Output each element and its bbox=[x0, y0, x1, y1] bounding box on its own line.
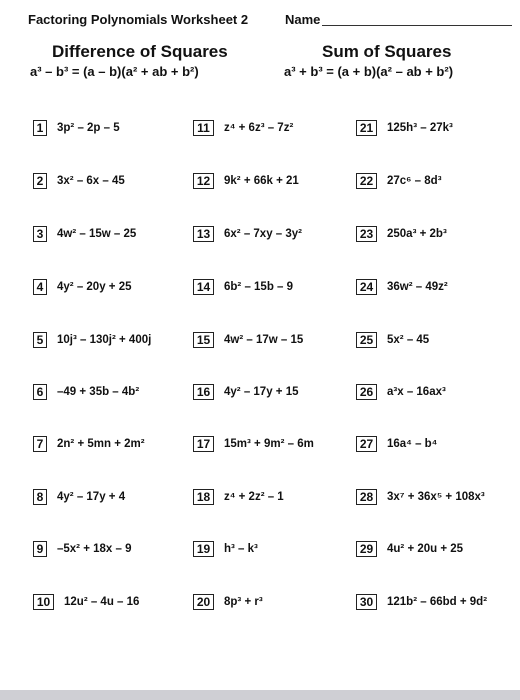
problem-expression: h³ – k³ bbox=[224, 543, 258, 555]
problem-expression: 27c⁶ – 8d³ bbox=[387, 175, 442, 187]
problem-expression: 4w² – 17w – 15 bbox=[224, 334, 304, 346]
name-blank-line bbox=[322, 25, 512, 26]
bottom-edge-strip bbox=[0, 690, 520, 700]
problem-4 bbox=[33, 279, 132, 295]
problem-number: 23 bbox=[356, 226, 377, 242]
problem-number: 26 bbox=[356, 384, 377, 400]
problem-expression: 3x⁷ + 36x⁵ + 108x³ bbox=[387, 491, 485, 503]
problem-expression: 12u² – 4u – 16 bbox=[64, 596, 140, 608]
problem-number: 15 bbox=[193, 332, 214, 348]
problem-20 bbox=[193, 594, 263, 610]
problem-19 bbox=[193, 541, 258, 557]
problem-29 bbox=[356, 541, 463, 557]
problem-expression: –49 + 35b – 4b² bbox=[57, 386, 140, 398]
problem-expression: 6b² – 15b – 9 bbox=[224, 281, 294, 293]
name-label: Name bbox=[285, 12, 321, 27]
problem-22 bbox=[356, 173, 442, 189]
problem-number: 10 bbox=[33, 594, 54, 610]
problem-18 bbox=[193, 489, 284, 505]
problem-15 bbox=[193, 332, 303, 348]
problem-expression: 4y² – 20y + 25 bbox=[57, 281, 132, 293]
problem-number: 27 bbox=[356, 436, 377, 452]
problem-expression: 250a³ + 2b³ bbox=[387, 228, 447, 240]
problem-number: 9 bbox=[33, 541, 47, 557]
problem-expression: z⁴ + 6z³ – 7z² bbox=[224, 122, 294, 134]
problem-number: 30 bbox=[356, 594, 377, 610]
problem-5 bbox=[33, 332, 151, 348]
problem-27 bbox=[356, 436, 437, 452]
problem-number: 14 bbox=[193, 279, 214, 295]
problem-30 bbox=[356, 594, 487, 610]
problem-expression: 8p³ + r³ bbox=[224, 596, 263, 608]
problem-number: 18 bbox=[193, 489, 214, 505]
sum-formula: a³ + b³ = (a + b)(a² – ab + b²) bbox=[284, 64, 454, 79]
problem-number: 12 bbox=[193, 173, 214, 189]
problem-number: 1 bbox=[33, 120, 47, 136]
problem-11 bbox=[193, 120, 293, 136]
problem-26 bbox=[356, 384, 446, 400]
problem-expression: –5x² + 18x – 9 bbox=[57, 543, 132, 555]
problem-number: 17 bbox=[193, 436, 214, 452]
problem-3 bbox=[33, 226, 136, 242]
problem-16 bbox=[193, 384, 299, 400]
worksheet-title: Factoring Polynomials Worksheet 2 bbox=[28, 12, 249, 27]
problem-expression: 125h³ – 27k³ bbox=[387, 122, 453, 134]
sum-of-squares-title: Sum of Squares bbox=[322, 42, 452, 61]
problem-expression: 4u² + 20u + 25 bbox=[387, 543, 464, 555]
problem-24 bbox=[356, 279, 448, 295]
problem-number: 11 bbox=[193, 120, 214, 136]
problem-expression: 5x² – 45 bbox=[387, 334, 430, 346]
problem-expression: 9k² + 66k + 21 bbox=[224, 175, 299, 187]
problem-12 bbox=[193, 173, 299, 189]
problem-17 bbox=[193, 436, 314, 452]
difference-formula: a³ – b³ = (a – b)(a² + ab + b²) bbox=[30, 64, 199, 79]
problem-number: 28 bbox=[356, 489, 377, 505]
problem-9 bbox=[33, 541, 132, 557]
problem-expression: a³x – 16ax³ bbox=[387, 386, 446, 398]
problem-expression: 15m³ + 9m² – 6m bbox=[224, 438, 314, 450]
problem-number: 4 bbox=[33, 279, 47, 295]
problem-number: 20 bbox=[193, 594, 214, 610]
problem-6 bbox=[33, 384, 139, 400]
problem-expression: 3p² – 2p – 5 bbox=[57, 122, 120, 134]
problem-1 bbox=[33, 120, 120, 136]
problem-2 bbox=[33, 173, 125, 189]
problem-expression: 16a⁴ – b⁴ bbox=[387, 438, 438, 450]
problem-expression: 4w² – 15w – 25 bbox=[57, 228, 137, 240]
problem-number: 2 bbox=[33, 173, 47, 189]
problem-expression: 121b² – 66bd + 9d² bbox=[387, 596, 488, 608]
problem-14 bbox=[193, 279, 293, 295]
problem-10 bbox=[33, 594, 139, 610]
problem-7 bbox=[33, 436, 145, 452]
problem-expression: 10j³ – 130j² + 400j bbox=[57, 334, 152, 346]
problem-number: 29 bbox=[356, 541, 377, 557]
difference-of-squares-title: Difference of Squares bbox=[52, 42, 228, 61]
problem-8 bbox=[33, 489, 125, 505]
problem-expression: 2n² + 5mn + 2m² bbox=[57, 438, 145, 450]
problem-expression: z⁴ + 2z² – 1 bbox=[224, 491, 284, 503]
problem-number: 24 bbox=[356, 279, 377, 295]
problem-number: 22 bbox=[356, 173, 377, 189]
problem-number: 25 bbox=[356, 332, 377, 348]
problem-28 bbox=[356, 489, 485, 505]
problem-number: 7 bbox=[33, 436, 47, 452]
problem-number: 6 bbox=[33, 384, 47, 400]
problem-expression: 4y² – 17y + 15 bbox=[224, 386, 299, 398]
problem-expression: 4y² – 17y + 4 bbox=[57, 491, 126, 503]
problem-expression: 6x² – 7xy – 3y² bbox=[224, 228, 303, 240]
problem-expression: 36w² – 49z² bbox=[387, 281, 448, 293]
problem-expression: 3x² – 6x – 45 bbox=[57, 175, 125, 187]
problem-number: 5 bbox=[33, 332, 47, 348]
problem-number: 13 bbox=[193, 226, 214, 242]
problem-21 bbox=[356, 120, 453, 136]
problem-13 bbox=[193, 226, 302, 242]
problem-number: 21 bbox=[356, 120, 377, 136]
problem-number: 3 bbox=[33, 226, 47, 242]
problem-23 bbox=[356, 226, 447, 242]
problem-number: 16 bbox=[193, 384, 214, 400]
problem-number: 19 bbox=[193, 541, 214, 557]
problem-25 bbox=[356, 332, 429, 348]
problem-number: 8 bbox=[33, 489, 47, 505]
